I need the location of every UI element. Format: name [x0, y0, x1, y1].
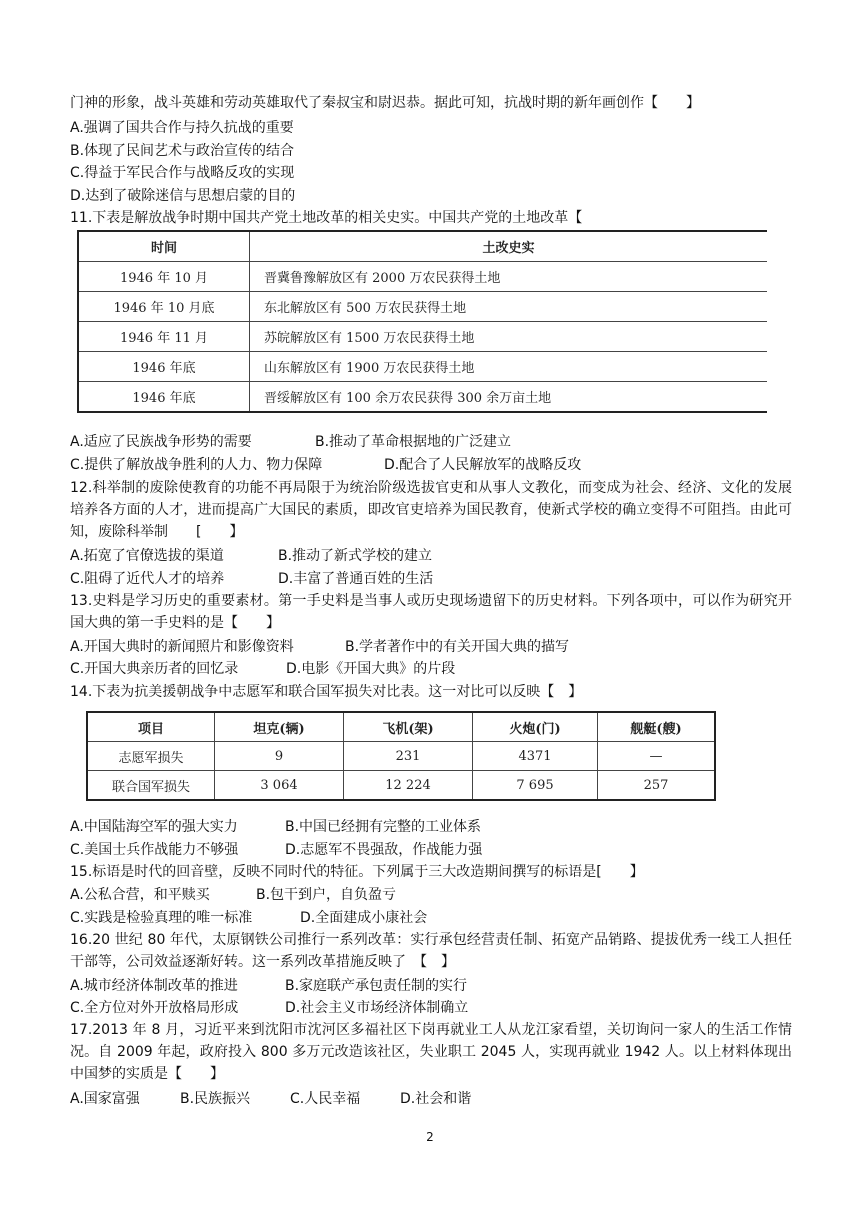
table-cell: 1946 年 11 月 [78, 322, 250, 352]
q16-options-row1 [70, 975, 467, 997]
land-reform-table [77, 230, 767, 413]
q15-options-row1 [70, 884, 396, 906]
q12-option-b: B.推动了新式学校的建立 [278, 548, 433, 564]
table-cell: 志愿军损失 [87, 742, 215, 771]
q16-option-a: A.城市经济体制改革的推进 [70, 978, 238, 994]
table-cell: 1946 年 10 月底 [78, 292, 250, 322]
q13-option-c: C.开国大典亲历者的回忆录 [70, 661, 239, 677]
q15-stem: 15.标语是时代的回音壁，反映不同时代的特征。下列属于三大改造期间撰写的标语是[ 】 [70, 864, 644, 880]
table-cell: 晋绥解放区有 100 余万农民获得 300 余万亩土地 [250, 382, 768, 413]
q10-option-c: C.得益于军民合作与战略反攻的实现 [70, 165, 295, 181]
q13-options-row2 [70, 658, 455, 680]
table-header-row [87, 712, 715, 742]
q16-option-b: B.家庭联产承包责任制的实行 [285, 978, 468, 994]
q17-stem: 17.2013 年 8 月，习近平来到沈阳市沈河区多福社区下岗再就业工人从龙江家看望，关切询问一家人的生活工作情况。自 2009 年起，政府投入 800 多万元改造该社区，失业职工 2045 人，实现再就业 1942 人。以上材料体现出中国梦的实质是【 】 [70, 1022, 792, 1082]
table-row [87, 742, 715, 771]
table-cell: 1946 年底 [78, 352, 250, 382]
q17-option-b: B.民族振兴 [180, 1091, 251, 1107]
table-cell: 12 224 [344, 771, 473, 801]
table-cell: 257 [598, 771, 716, 801]
table-row [78, 322, 767, 352]
q10-stem: 门神的形象，战斗英雄和劳动英雄取代了秦叔宝和尉迟恭。据此可知，抗战时期的新年画创作【 】 [70, 95, 700, 111]
q16-options-row2 [70, 997, 468, 1019]
q14-option-a: A.中国陆海空军的强大实力 [70, 819, 238, 835]
table-header-row [78, 231, 767, 262]
table-header: 火炮(门) [473, 712, 598, 742]
table-header: 坦克(辆) [215, 712, 344, 742]
table-cell: 3 064 [215, 771, 344, 801]
q11-options-row2 [70, 454, 581, 476]
q10-option-d: D.达到了破除迷信与思想启蒙的目的 [70, 188, 296, 204]
q17-options-row [70, 1088, 471, 1110]
q14-stem: 14.下表为抗美援朝战争中志愿军和联合国军损失对比表。这一对比可以反映【 】 [70, 684, 583, 700]
q15-options-row2 [70, 907, 427, 929]
q17-option-a: A.国家富强 [70, 1091, 140, 1107]
q13-options-row1 [70, 636, 569, 658]
q13-stem: 13.史料是学习历史的重要素材。第一手史料是当事人或历史现场遗留下的历史材料。下列各项中，可以作为研究开国大典的第一手史料的是【 】 [70, 593, 792, 631]
q14-options-row2 [70, 839, 482, 861]
q12-option-a: A.拓宽了官僚选拔的渠道 [70, 548, 224, 564]
q12-options-row2 [70, 568, 433, 590]
table-cell: 4371 [473, 742, 598, 771]
q13-option-a: A.开国大典时的新闻照片和影像资料 [70, 639, 294, 655]
table-row [78, 382, 767, 413]
table-cell: 山东解放区有 1900 万农民获得土地 [250, 352, 768, 382]
table-cell: 1946 年 10 月 [78, 262, 250, 292]
table-row [87, 771, 715, 801]
q14-options-row1 [70, 816, 481, 838]
q17-option-d: D.社会和谐 [400, 1091, 472, 1107]
q17-option-c: C.人民幸福 [290, 1091, 361, 1107]
table-row [78, 352, 767, 382]
table-row [78, 292, 767, 322]
table-header: 舰艇(艘) [598, 712, 716, 742]
q12-option-d: D.丰富了普通百姓的生活 [278, 571, 434, 587]
table-header: 项目 [87, 712, 215, 742]
q11-option-d: D.配合了人民解放军的战略反攻 [384, 457, 582, 473]
q16-option-d: D.社会主义市场经济体制确立 [285, 1000, 469, 1016]
table-cell: 9 [215, 742, 344, 771]
table-cell: — [598, 742, 716, 771]
table-cell: 东北解放区有 500 万农民获得土地 [250, 292, 768, 322]
q13-option-d: D.电影《开国大典》的片段 [286, 661, 456, 677]
q12-stem: 12.科举制的废除使教育的功能不再局限于为统治阶级选拔官吏和从事人文教化，而变成为社会、经济、文化的发展培养各方面的人才，进而提高广大国民的素质，即改官吏培养为国民教育，使新式学校的确立变得不可阻挡。由此可知，废除科举制 [ 】 [70, 480, 792, 540]
q12-option-c: C.阻碍了近代人才的培养 [70, 571, 225, 587]
q15-option-a: A.公私合营，和平赎买 [70, 887, 210, 903]
q15-option-c: C.实践是检验真理的唯一标准 [70, 910, 253, 926]
q11-option-c: C.提供了解放战争胜利的人力、物力保障 [70, 457, 323, 473]
q11-option-a: A.适应了民族战争形势的需要 [70, 434, 252, 450]
q10-option-b: B.体现了民间艺术与政治宣传的结合 [70, 143, 295, 159]
q14-option-b: B.中国已经拥有完整的工业体系 [285, 819, 482, 835]
table-cell: 苏皖解放区有 1500 万农民获得土地 [250, 322, 768, 352]
q11-option-b: B.推动了革命根据地的广泛建立 [315, 434, 512, 450]
q14-option-d: D.志愿军不畏强敌，作战能力强 [285, 842, 483, 858]
q16-option-c: C.全方位对外开放格局形成 [70, 1000, 239, 1016]
q16-stem: 16.20 世纪 80 年代，太原钢铁公司推行一系列改革：实行承包经营责任制、拓宽产品销路、提拔优秀一线工人担任干部等，公司效益逐渐好转。这一系列改革措施反映了 【 】 [70, 932, 792, 970]
table-cell: 1946 年底 [78, 382, 250, 413]
table-cell: 231 [344, 742, 473, 771]
table-cell: 联合国军损失 [87, 771, 215, 801]
table-cell: 晋冀鲁豫解放区有 2000 万农民获得土地 [250, 262, 768, 292]
q10-option-a: A.强调了国共合作与持久抗战的重要 [70, 120, 294, 136]
q15-option-b: B.包干到户，自负盈亏 [256, 887, 397, 903]
q13-option-b: B.学者著作中的有关开国大典的描写 [345, 639, 570, 655]
war-losses-table [86, 711, 716, 801]
table-header: 时间 [78, 231, 250, 262]
q15-option-d: D.全面建成小康社会 [300, 910, 428, 926]
table-header: 土改史实 [250, 231, 768, 262]
page-number: 2 [426, 1130, 434, 1144]
q14-option-c: C.美国士兵作战能力不够强 [70, 842, 239, 858]
q12-options-row1 [70, 545, 432, 567]
q11-options-row1 [70, 431, 511, 453]
table-cell: 7 695 [473, 771, 598, 801]
q11-stem: 11.下表是解放战争时期中国共产党土地改革的相关史实。中国共产党的土地改革【 [70, 210, 583, 226]
table-header: 飞机(架) [344, 712, 473, 742]
table-row [78, 262, 767, 292]
